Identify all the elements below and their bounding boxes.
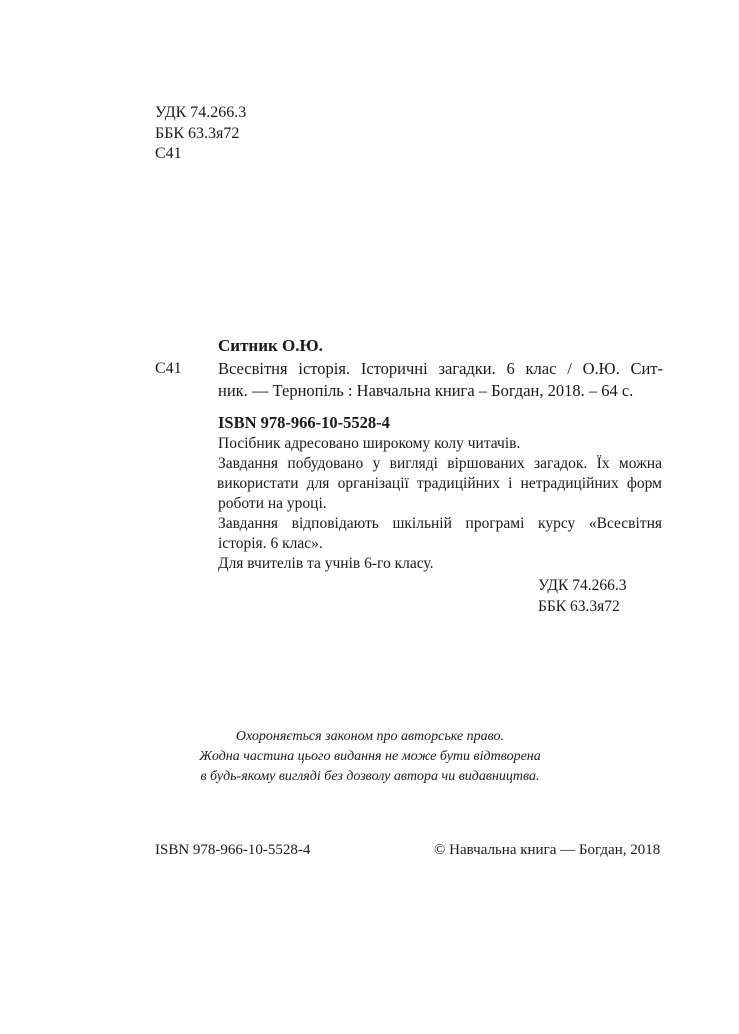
annotation-p4: Для вчителів та учнів 6-го класу. <box>218 555 434 572</box>
bbk-code: ББК 63.3я72 <box>155 124 240 142</box>
classification-block <box>155 103 246 165</box>
annotation-p3-line1: Завдання відповідають шкільній програмі курсу «Всесвітня <box>218 515 662 532</box>
annotation-p2-line3: роботи на уроці. <box>218 495 327 512</box>
footer-isbn: ISBN 978-966-10-5528-4 <box>155 842 311 858</box>
bbk-code-right: ББК 63.3я72 <box>538 598 620 615</box>
copyright-notice <box>170 727 570 787</box>
author-name: Ситник О.Ю. <box>218 336 323 355</box>
annotation-p3-line2: історія. 6 клас». <box>218 535 323 552</box>
annotation <box>218 434 662 574</box>
classification-right <box>538 575 626 617</box>
author-mark: С41 <box>155 145 182 162</box>
footer-copyright: © Навчальна книга — Богдан, 2018 <box>434 842 661 858</box>
description-line-1: Всесвітня історія. Історичні загадки. 6 клас / О.Ю. Сит- <box>218 359 663 378</box>
annotation-p2-line2: використати для організації традиційних і нетрадиційних форм <box>217 475 662 492</box>
description-line-2: ник. — Тернопіль : Навчальна книга – Богдан, 2018. – 64 с. <box>218 381 634 400</box>
notice-line-1: Охороняється законом про авторське право. <box>235 729 505 744</box>
udk-code: УДК 74.266.3 <box>155 104 247 121</box>
record-author-mark: С41 <box>155 360 182 377</box>
notice-line-3: в будь-якому вигляді без дозволу автора чи видавництва. <box>200 769 540 784</box>
udk-code-right: УДК 74.266.3 <box>538 577 627 594</box>
annotation-p1: Посібник адресовано широкому колу читачів. <box>218 435 521 452</box>
notice-line-2: Жодна частина цього видання не може бути відтворена <box>199 749 541 764</box>
record-isbn: ISBN 978-966-10-5528-4 <box>218 413 390 432</box>
bibliographic-description <box>218 358 663 402</box>
annotation-p2-line1: Завдання побудовано у вигляді віршованих загадок. Їх можна <box>218 455 662 472</box>
